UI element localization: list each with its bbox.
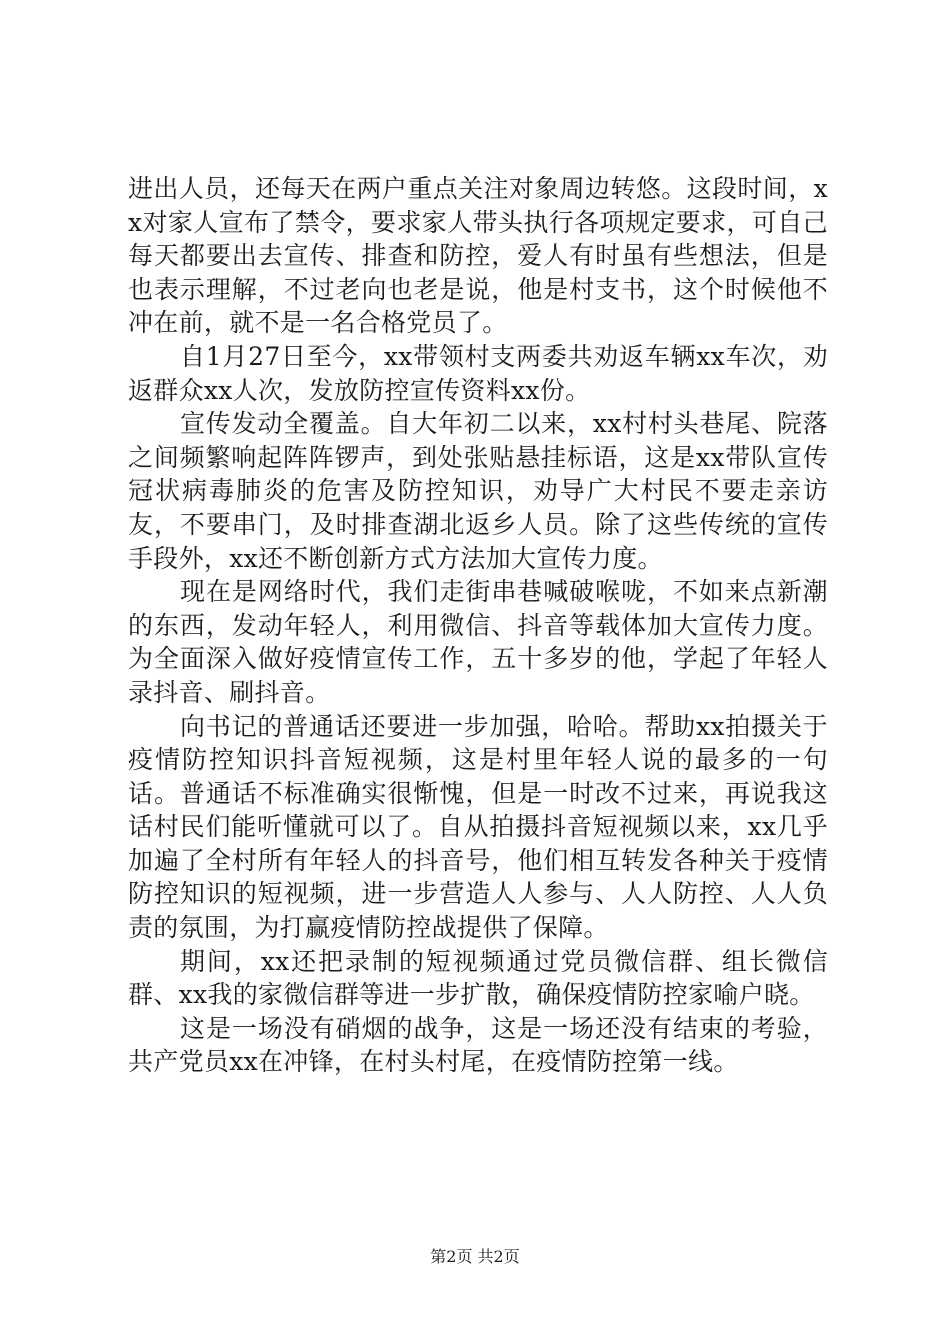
paragraph-2: 自1月27日至今，xx带领村支两委共劝返车辆xx车次，劝返群众xx人次，发放防控宣传资料xx份。 [128,341,828,405]
paragraph-3: 宣传发动全覆盖。自大年初二以来，xx村村头巷尾、院落之间频繁响起阵阵锣声，到处张贴悬挂标语，这是xx带队宣传冠状病毒肺炎的危害及防控知识，劝导广大村民不要走亲访友，不要串门，及时排查湖北返乡人员。除了这些传统的宣传手段外，xx还不断创新方式方法加大宣传力度。 [128,409,828,573]
document-body [128,172,828,1079]
page-footer: 第2页 共2页 [430,1247,520,1266]
paragraph-6: 期间，xx还把录制的短视频通过党员微信群、组长微信群、xx我的家微信群等进一步扩散，确保疫情防控家喻户晓。 [128,946,828,1010]
paragraph-5: 向书记的普通话还要进一步加强，哈哈。帮助xx拍摄关于疫情防控知识抖音短视频，这是村里年轻人说的最多的一句话。普通话不标准确实很惭愧，但是一时改不过来，再说我这话村民们能听懂就可以了。自从拍摄抖音短视频以来，xx几乎加遍了全村所有年轻人的抖音号，他们相互转发各种关于疫情防控知识的短视频，进一步营造人人参与、人人防控、人人负责的氛围，为打赢疫情防控战提供了保障。 [128,711,828,943]
paragraph-4: 现在是网络时代，我们走街串巷喊破喉咙，不如来点新潮的东西，发动年轻人，利用微信、抖音等载体加大宣传力度。为全面深入做好疫情宣传工作，五十多岁的他，学起了年轻人录抖音、刷抖音。 [128,577,828,707]
paragraph-7: 这是一场没有硝烟的战争，这是一场还没有结束的考验，共产党员xx在冲锋，在村头村尾，在疫情防控第一线。 [128,1013,828,1077]
paragraph-1: 进出人员，还每天在两户重点关注对象周边转悠。这段时间，xx对家人宣布了禁令，要求家人带头执行各项规定要求，可自己每天都要出去宣传、排查和防控，爱人有时虽有些想法，但是也表示理解，不过老向也老是说，他是村支书，这个时候他不冲在前，就不是一名合格党员了。 [128,174,828,338]
